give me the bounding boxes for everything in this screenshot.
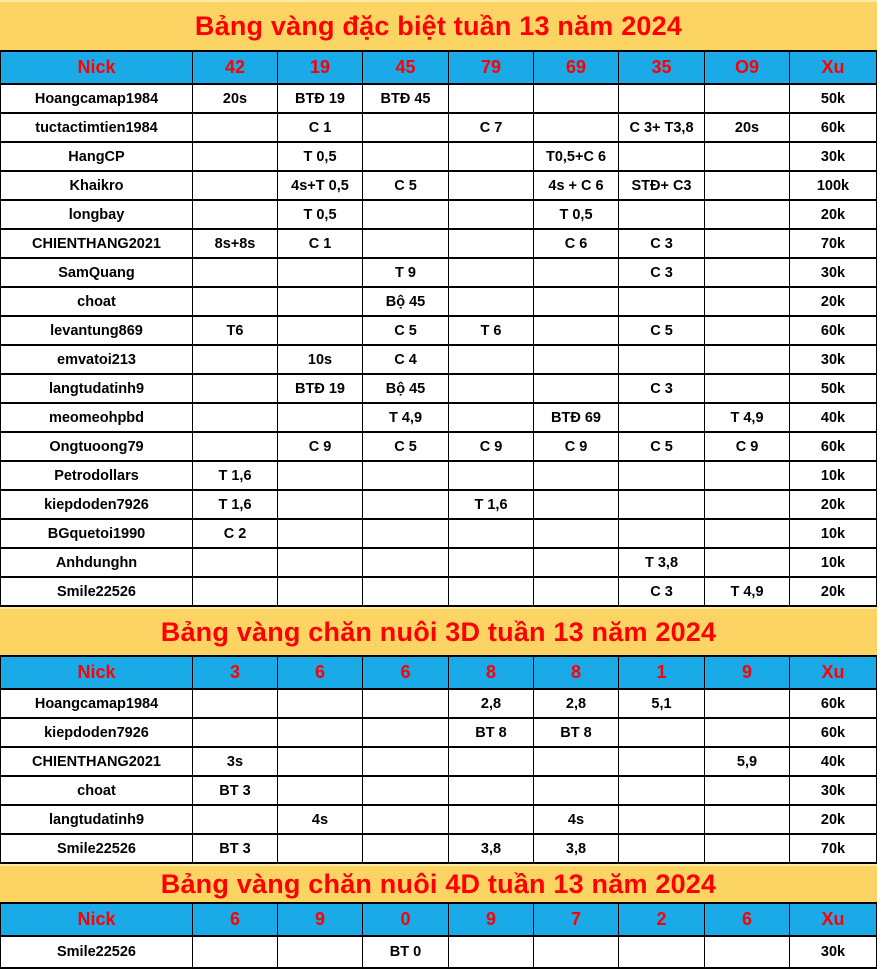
bet-cell bbox=[534, 519, 619, 548]
bet-cell bbox=[278, 490, 363, 519]
bet-cell bbox=[705, 316, 790, 345]
nick-cell: Smile22526 bbox=[1, 834, 193, 863]
bet-cell: C 9 bbox=[278, 432, 363, 461]
column-header-xu: Xu bbox=[790, 51, 877, 84]
bet-cell bbox=[449, 776, 534, 805]
bet-cell: T6 bbox=[193, 316, 278, 345]
bet-cell bbox=[363, 229, 449, 258]
table-row bbox=[1, 936, 877, 968]
column-header-number: 0 bbox=[363, 903, 449, 936]
bet-cell bbox=[278, 776, 363, 805]
bet-cell bbox=[705, 461, 790, 490]
xu-cell: 20k bbox=[790, 287, 877, 316]
nick-cell: SamQuang bbox=[1, 258, 193, 287]
bet-cell bbox=[278, 718, 363, 747]
table-row bbox=[1, 689, 877, 718]
xu-cell: 20k bbox=[790, 490, 877, 519]
bet-cell bbox=[705, 287, 790, 316]
bet-cell bbox=[534, 287, 619, 316]
column-header-number: 79 bbox=[449, 51, 534, 84]
bet-cell bbox=[278, 577, 363, 606]
bet-cell bbox=[705, 776, 790, 805]
bet-cell bbox=[278, 936, 363, 968]
column-header-number: 42 bbox=[193, 51, 278, 84]
xu-cell: 70k bbox=[790, 229, 877, 258]
nick-cell: langtudatinh9 bbox=[1, 374, 193, 403]
xu-cell: 40k bbox=[790, 747, 877, 776]
bet-cell: T 1,6 bbox=[449, 490, 534, 519]
xu-cell: 10k bbox=[790, 519, 877, 548]
bet-cell bbox=[363, 805, 449, 834]
xu-cell: 40k bbox=[790, 403, 877, 432]
bet-cell: C 7 bbox=[449, 113, 534, 142]
table-row bbox=[1, 718, 877, 747]
nick-cell: Hoangcamap1984 bbox=[1, 689, 193, 718]
column-header-number: 8 bbox=[534, 656, 619, 689]
nick-cell: langtudatinh9 bbox=[1, 805, 193, 834]
bet-cell bbox=[705, 171, 790, 200]
xu-cell: 60k bbox=[790, 689, 877, 718]
bet-cell bbox=[363, 461, 449, 490]
column-header-number: 9 bbox=[705, 656, 790, 689]
bet-cell: C 5 bbox=[363, 432, 449, 461]
bet-cell bbox=[278, 258, 363, 287]
bet-cell bbox=[449, 142, 534, 171]
table-row bbox=[1, 316, 877, 345]
bet-cell: STĐ+ C3 bbox=[619, 171, 705, 200]
bet-cell: 20s bbox=[193, 84, 278, 113]
bet-cell: BT 3 bbox=[193, 776, 278, 805]
bet-cell bbox=[619, 200, 705, 229]
bet-cell bbox=[705, 834, 790, 863]
xu-cell: 20k bbox=[790, 200, 877, 229]
bet-cell bbox=[705, 84, 790, 113]
bet-cell bbox=[363, 113, 449, 142]
bet-cell bbox=[193, 805, 278, 834]
bet-cell: T 0,5 bbox=[278, 200, 363, 229]
column-header-number: 7 bbox=[534, 903, 619, 936]
column-header-xu: Xu bbox=[790, 903, 877, 936]
bet-cell bbox=[705, 374, 790, 403]
bet-cell bbox=[619, 776, 705, 805]
nick-cell: tuctactimtien1984 bbox=[1, 113, 193, 142]
bet-cell: C 5 bbox=[619, 432, 705, 461]
section-title-band-4d bbox=[0, 864, 877, 902]
bet-cell bbox=[619, 461, 705, 490]
bet-cell bbox=[449, 374, 534, 403]
nick-cell: Petrodollars bbox=[1, 461, 193, 490]
bet-cell bbox=[619, 936, 705, 968]
column-header-number: 45 bbox=[363, 51, 449, 84]
table-row bbox=[1, 747, 877, 776]
bet-cell: C 9 bbox=[705, 432, 790, 461]
nick-cell: Hoangcamap1984 bbox=[1, 84, 193, 113]
bet-cell bbox=[278, 747, 363, 776]
column-header-number: 69 bbox=[534, 51, 619, 84]
nick-cell: HangCP bbox=[1, 142, 193, 171]
bet-cell: BT 3 bbox=[193, 834, 278, 863]
table-row bbox=[1, 403, 877, 432]
bet-cell bbox=[193, 577, 278, 606]
bet-cell: C 9 bbox=[449, 432, 534, 461]
breeding-4d-table bbox=[0, 902, 877, 969]
bet-cell bbox=[534, 258, 619, 287]
xu-cell: 10k bbox=[790, 461, 877, 490]
bet-cell: C 9 bbox=[534, 432, 619, 461]
xu-cell: 60k bbox=[790, 718, 877, 747]
bet-cell bbox=[193, 200, 278, 229]
bet-cell bbox=[534, 936, 619, 968]
table-row bbox=[1, 374, 877, 403]
bet-cell bbox=[449, 461, 534, 490]
nick-cell: Anhdunghn bbox=[1, 548, 193, 577]
bet-cell bbox=[534, 747, 619, 776]
bet-cell bbox=[534, 345, 619, 374]
table-row bbox=[1, 229, 877, 258]
bet-cell: C 3+ T3,8 bbox=[619, 113, 705, 142]
bet-cell bbox=[449, 747, 534, 776]
column-header-nick: Nick bbox=[1, 903, 193, 936]
column-header-number: 19 bbox=[278, 51, 363, 84]
bet-cell: 2,8 bbox=[534, 689, 619, 718]
bet-cell: T 6 bbox=[449, 316, 534, 345]
xu-cell: 50k bbox=[790, 374, 877, 403]
bet-cell bbox=[449, 548, 534, 577]
bet-cell: C 4 bbox=[363, 345, 449, 374]
table-row bbox=[1, 548, 877, 577]
bet-cell: C 5 bbox=[619, 316, 705, 345]
bet-cell bbox=[193, 142, 278, 171]
column-header-number: 6 bbox=[278, 656, 363, 689]
bet-cell bbox=[193, 113, 278, 142]
bet-cell: C 1 bbox=[278, 113, 363, 142]
bet-cell bbox=[534, 374, 619, 403]
xu-cell: 30k bbox=[790, 936, 877, 968]
bet-cell bbox=[705, 345, 790, 374]
table-row bbox=[1, 805, 877, 834]
bet-cell bbox=[705, 200, 790, 229]
bet-cell: C 3 bbox=[619, 229, 705, 258]
breeding-3d-table bbox=[0, 655, 877, 864]
column-header-number: O9 bbox=[705, 51, 790, 84]
column-header-number: 8 bbox=[449, 656, 534, 689]
bet-cell bbox=[449, 287, 534, 316]
xu-cell: 30k bbox=[790, 258, 877, 287]
bet-cell: C 3 bbox=[619, 374, 705, 403]
bet-cell bbox=[278, 548, 363, 577]
nick-cell: Ongtuoong79 bbox=[1, 432, 193, 461]
bet-cell bbox=[278, 287, 363, 316]
bet-cell bbox=[619, 747, 705, 776]
column-header-number: 3 bbox=[193, 656, 278, 689]
bet-cell: 3s bbox=[193, 747, 278, 776]
table-row bbox=[1, 432, 877, 461]
bet-cell: T0,5+C 6 bbox=[534, 142, 619, 171]
bet-cell bbox=[534, 577, 619, 606]
table-row bbox=[1, 258, 877, 287]
bet-cell bbox=[619, 805, 705, 834]
bet-cell: Bộ 45 bbox=[363, 287, 449, 316]
section-title-band-3d bbox=[0, 607, 877, 655]
bet-cell bbox=[619, 403, 705, 432]
bet-cell: 8s+8s bbox=[193, 229, 278, 258]
column-header-number: 6 bbox=[363, 656, 449, 689]
bet-cell bbox=[363, 834, 449, 863]
bet-cell bbox=[534, 461, 619, 490]
bet-cell: T 0,5 bbox=[278, 142, 363, 171]
bet-cell bbox=[619, 834, 705, 863]
bet-cell bbox=[705, 258, 790, 287]
bet-cell bbox=[449, 171, 534, 200]
bet-cell: 4s bbox=[534, 805, 619, 834]
bet-cell bbox=[363, 747, 449, 776]
bet-cell bbox=[705, 548, 790, 577]
header-row bbox=[1, 903, 877, 936]
xu-cell: 20k bbox=[790, 577, 877, 606]
bet-cell bbox=[705, 805, 790, 834]
bet-cell: C 3 bbox=[619, 577, 705, 606]
column-header-number: 6 bbox=[705, 903, 790, 936]
bet-cell bbox=[193, 718, 278, 747]
bet-cell bbox=[534, 113, 619, 142]
nick-cell: kiepdoden7926 bbox=[1, 718, 193, 747]
nick-cell: kiepdoden7926 bbox=[1, 490, 193, 519]
bet-cell bbox=[449, 345, 534, 374]
bet-cell: Bộ 45 bbox=[363, 374, 449, 403]
bet-cell: T 3,8 bbox=[619, 548, 705, 577]
bet-cell: 4s bbox=[278, 805, 363, 834]
bet-cell bbox=[449, 936, 534, 968]
bet-cell: 5,9 bbox=[705, 747, 790, 776]
bet-cell bbox=[193, 171, 278, 200]
xu-cell: 70k bbox=[790, 834, 877, 863]
bet-cell: T 9 bbox=[363, 258, 449, 287]
column-header-nick: Nick bbox=[1, 51, 193, 84]
bet-cell bbox=[705, 718, 790, 747]
bet-cell bbox=[534, 776, 619, 805]
bet-cell bbox=[193, 689, 278, 718]
header-row bbox=[1, 51, 877, 84]
bet-cell: T 4,9 bbox=[705, 403, 790, 432]
bet-cell: T 0,5 bbox=[534, 200, 619, 229]
bet-cell bbox=[534, 548, 619, 577]
bet-cell bbox=[278, 689, 363, 718]
bet-cell bbox=[619, 519, 705, 548]
bet-cell bbox=[619, 142, 705, 171]
nick-cell: meomeohpbd bbox=[1, 403, 193, 432]
bet-cell bbox=[705, 490, 790, 519]
bet-cell bbox=[193, 936, 278, 968]
bet-cell bbox=[619, 84, 705, 113]
bet-cell bbox=[619, 718, 705, 747]
bet-cell: C 5 bbox=[363, 171, 449, 200]
table-row bbox=[1, 113, 877, 142]
table-row bbox=[1, 490, 877, 519]
bet-cell: BTĐ 19 bbox=[278, 84, 363, 113]
bet-cell bbox=[363, 490, 449, 519]
bet-cell: 10s bbox=[278, 345, 363, 374]
xu-cell: 60k bbox=[790, 432, 877, 461]
bet-cell bbox=[449, 200, 534, 229]
bet-cell bbox=[193, 403, 278, 432]
bet-cell bbox=[449, 84, 534, 113]
bet-cell: BTĐ 45 bbox=[363, 84, 449, 113]
bet-cell: T 1,6 bbox=[193, 461, 278, 490]
table-row bbox=[1, 142, 877, 171]
bet-cell: BT 8 bbox=[449, 718, 534, 747]
bet-cell bbox=[619, 287, 705, 316]
xu-cell: 30k bbox=[790, 142, 877, 171]
section-title: Bảng vàng chăn nuôi 4D tuần 13 năm 2024 bbox=[160, 868, 717, 899]
xu-cell: 60k bbox=[790, 113, 877, 142]
bet-cell: T 4,9 bbox=[705, 577, 790, 606]
column-header-number: 1 bbox=[619, 656, 705, 689]
column-header-xu: Xu bbox=[790, 656, 877, 689]
bet-cell: 4s + C 6 bbox=[534, 171, 619, 200]
bet-cell: C 5 bbox=[363, 316, 449, 345]
xu-cell: 50k bbox=[790, 84, 877, 113]
header-row bbox=[1, 656, 877, 689]
bet-cell bbox=[363, 200, 449, 229]
bet-cell bbox=[449, 805, 534, 834]
nick-cell: longbay bbox=[1, 200, 193, 229]
column-header-number: 6 bbox=[193, 903, 278, 936]
bet-cell bbox=[363, 577, 449, 606]
bet-cell bbox=[278, 834, 363, 863]
bet-cell bbox=[278, 519, 363, 548]
bet-cell bbox=[449, 258, 534, 287]
bet-cell: 4s+T 0,5 bbox=[278, 171, 363, 200]
bet-cell bbox=[193, 287, 278, 316]
bet-cell: C 3 bbox=[619, 258, 705, 287]
xu-cell: 20k bbox=[790, 805, 877, 834]
xu-cell: 100k bbox=[790, 171, 877, 200]
bet-cell: C 1 bbox=[278, 229, 363, 258]
nick-cell: levantung869 bbox=[1, 316, 193, 345]
bet-cell bbox=[619, 490, 705, 519]
bet-cell bbox=[193, 345, 278, 374]
bet-cell bbox=[705, 142, 790, 171]
table-row bbox=[1, 84, 877, 113]
bet-cell: T 1,6 bbox=[193, 490, 278, 519]
bet-cell bbox=[705, 229, 790, 258]
bet-cell bbox=[534, 316, 619, 345]
bet-cell bbox=[705, 519, 790, 548]
xu-cell: 10k bbox=[790, 548, 877, 577]
bet-cell: C 6 bbox=[534, 229, 619, 258]
bet-cell bbox=[534, 84, 619, 113]
bet-cell bbox=[193, 258, 278, 287]
section-title: Bảng vàng chăn nuôi 3D tuần 13 năm 2024 bbox=[160, 616, 717, 647]
bet-cell bbox=[363, 776, 449, 805]
bet-cell: T 4,9 bbox=[363, 403, 449, 432]
bet-cell bbox=[449, 519, 534, 548]
table-row bbox=[1, 461, 877, 490]
table-row bbox=[1, 834, 877, 863]
nick-cell: emvatoi213 bbox=[1, 345, 193, 374]
bet-cell bbox=[278, 461, 363, 490]
bet-cell: C 2 bbox=[193, 519, 278, 548]
nick-cell: Smile22526 bbox=[1, 936, 193, 968]
bet-cell: 5,1 bbox=[619, 689, 705, 718]
bet-cell bbox=[363, 689, 449, 718]
bet-cell bbox=[193, 548, 278, 577]
bet-cell: 2,8 bbox=[449, 689, 534, 718]
bet-cell: 3,8 bbox=[534, 834, 619, 863]
bet-cell: BTĐ 69 bbox=[534, 403, 619, 432]
xu-cell: 30k bbox=[790, 345, 877, 374]
bet-cell bbox=[363, 519, 449, 548]
column-header-number: 9 bbox=[449, 903, 534, 936]
bet-cell bbox=[193, 432, 278, 461]
bet-cell bbox=[193, 374, 278, 403]
bet-cell: BT 8 bbox=[534, 718, 619, 747]
table-row bbox=[1, 519, 877, 548]
column-header-number: 2 bbox=[619, 903, 705, 936]
table-row bbox=[1, 577, 877, 606]
bet-cell: 3,8 bbox=[449, 834, 534, 863]
table-row bbox=[1, 345, 877, 374]
bet-cell bbox=[705, 689, 790, 718]
bet-cell bbox=[278, 403, 363, 432]
nick-cell: BGquetoi1990 bbox=[1, 519, 193, 548]
bet-cell bbox=[278, 316, 363, 345]
nick-cell: Smile22526 bbox=[1, 577, 193, 606]
bet-cell: BTĐ 19 bbox=[278, 374, 363, 403]
column-header-nick: Nick bbox=[1, 656, 193, 689]
bet-cell bbox=[363, 548, 449, 577]
bet-cell bbox=[449, 229, 534, 258]
bet-cell bbox=[449, 403, 534, 432]
xu-cell: 60k bbox=[790, 316, 877, 345]
bet-cell: 20s bbox=[705, 113, 790, 142]
bet-cell: BT 0 bbox=[363, 936, 449, 968]
bet-cell bbox=[534, 490, 619, 519]
nick-cell: Khaikro bbox=[1, 171, 193, 200]
table-row bbox=[1, 776, 877, 805]
table-row bbox=[1, 171, 877, 200]
table-row bbox=[1, 287, 877, 316]
xu-cell: 30k bbox=[790, 776, 877, 805]
bet-cell bbox=[449, 577, 534, 606]
bet-cell bbox=[705, 936, 790, 968]
bet-cell bbox=[363, 142, 449, 171]
bet-cell bbox=[363, 718, 449, 747]
special-prize-table bbox=[0, 50, 877, 607]
nick-cell: choat bbox=[1, 776, 193, 805]
section-title-band-special bbox=[0, 0, 877, 50]
nick-cell: CHIENTHANG2021 bbox=[1, 229, 193, 258]
section-title: Bảng vàng đặc biệt tuần 13 năm 2024 bbox=[194, 10, 683, 41]
nick-cell: choat bbox=[1, 287, 193, 316]
nick-cell: CHIENTHANG2021 bbox=[1, 747, 193, 776]
table-row bbox=[1, 200, 877, 229]
bet-cell bbox=[619, 345, 705, 374]
column-header-number: 9 bbox=[278, 903, 363, 936]
column-header-number: 35 bbox=[619, 51, 705, 84]
